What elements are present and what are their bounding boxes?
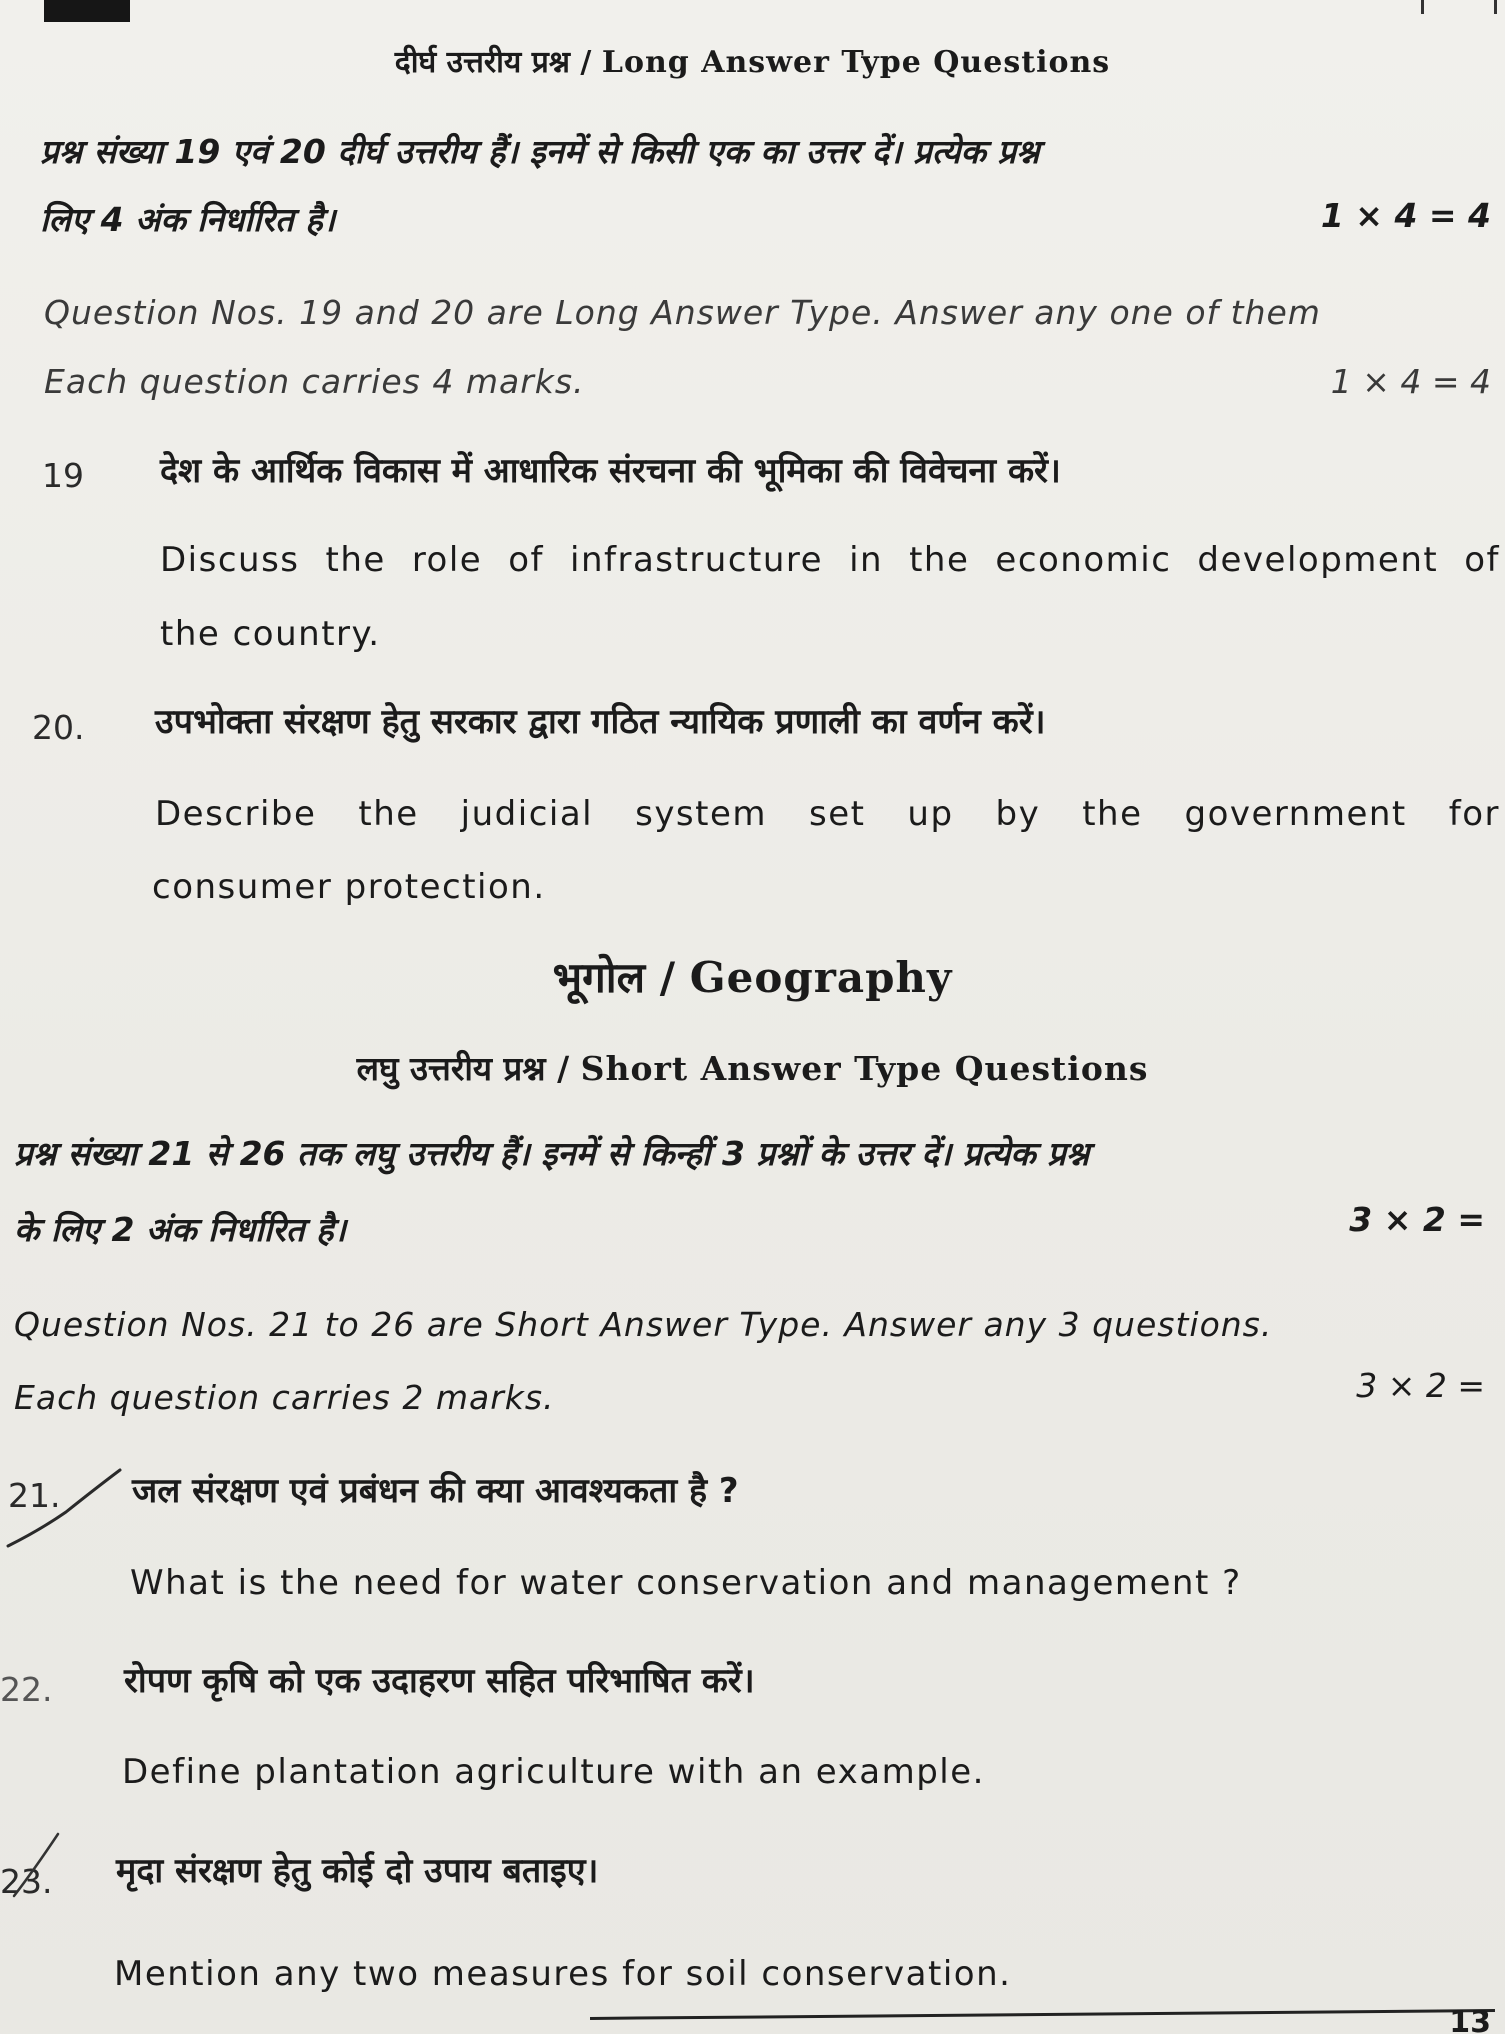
pen-tick-mark [0, 1460, 130, 1560]
pen-slash-mark [0, 1820, 80, 1900]
long-answer-heading-hi: दीर्घ उत्तरीय प्रश्न / [394, 45, 592, 80]
question-21-english: What is the need for water conservation and management ? [130, 1563, 1242, 1603]
corner-print-mark [44, 0, 130, 22]
question-20-english-line2: consumer protection. [152, 867, 546, 907]
geography-instr-en-line2: Each question carries 2 marks. [14, 1378, 555, 1417]
geography-instr-hi-line2: के लिए 2 अंक निर्धारित है। [14, 1210, 347, 1249]
question-19-hindi: देश के आर्थिक विकास में आधारिक संरचना की भूमिका की विवेचना करें। [160, 451, 1061, 491]
question-23-english: Mention any two measures for soil conservation. [114, 1954, 1012, 1994]
question-22-english: Define plantation agriculture with an example. [122, 1752, 985, 1792]
geography-section-title [0, 948, 1505, 1005]
question-20-hindi: उपभोक्ता संरक्षण हेतु सरकार द्वारा गठित न्यायिक प्रणाली का वर्णन करें। [155, 702, 1046, 742]
long-answer-instr-en-line2: Each question carries 4 marks. [44, 362, 585, 401]
bottom-rule [590, 2009, 1495, 2020]
long-answer-heading-en: Long Answer Type Questions [601, 45, 1111, 80]
geography-instr-en-line1: Question Nos. 21 to 26 are Short Answer Type. Answer any 3 questions. [14, 1305, 1273, 1344]
long-answer-marks-en: 1 × 4 = 4 [1330, 362, 1491, 401]
long-answer-heading [0, 40, 1505, 81]
long-answer-instr-en-line1: Question Nos. 19 and 20 are Long Answer Type. Answer any one of them [44, 293, 1321, 332]
geography-instr-hi-line1: प्रश्न संख्या 21 से 26 तक लघु उत्तरीय हैं। इनमें से किन्हीं 3 प्रश्नों के उत्तर दें। प्रत्येक प्रश्न [14, 1134, 1090, 1173]
geography-title-hi: भूगोल / [552, 953, 676, 1002]
long-answer-instr-hi-line2: लिए 4 अंक निर्धारित है। [40, 200, 336, 239]
question-number: 23. [0, 1862, 53, 1901]
long-answer-instr-hi-line1: प्रश्न संख्या 19 एवं 20 दीर्घ उत्तरीय हैं। इनमें से किसी एक का उत्तर दें। प्रत्येक प्रश्न [40, 132, 1040, 171]
question-number: 22. [0, 1670, 53, 1709]
question-20-english-line1: Describe the judicial system set up by the government for [155, 794, 1500, 834]
question-number: 20. [32, 708, 85, 747]
question-19-english-line1: Discuss the role of infrastructure in the economic development of [160, 540, 1500, 580]
geography-title-en: Geography [689, 953, 953, 1002]
question-21-hindi: जल संरक्षण एवं प्रबंधन की क्या आवश्यकता है ? [132, 1471, 739, 1511]
geography-marks-hi: 3 × 2 = [1349, 1200, 1485, 1239]
short-answer-heading-en: Short Answer Type Questions [580, 1049, 1149, 1088]
short-answer-heading [0, 1045, 1505, 1090]
question-23-hindi: मृदा संरक्षण हेतु कोई दो उपाय बताइए। [116, 1851, 599, 1891]
question-number: 19 [42, 456, 84, 495]
question-number: 21. [8, 1476, 61, 1515]
corner-bracket-mark [1421, 0, 1497, 14]
question-22-hindi: रोपण कृषि को एक उदाहरण सहित परिभाषित करें। [124, 1661, 755, 1701]
short-answer-heading-hi: लघु उत्तरीय प्रश्न / [356, 1049, 570, 1088]
question-19-english-line2: the country. [160, 614, 381, 654]
page-number: 13 [1449, 2005, 1491, 2034]
long-answer-marks-hi: 1 × 4 = 4 [1320, 196, 1491, 235]
geography-marks-en: 3 × 2 = [1356, 1366, 1485, 1405]
